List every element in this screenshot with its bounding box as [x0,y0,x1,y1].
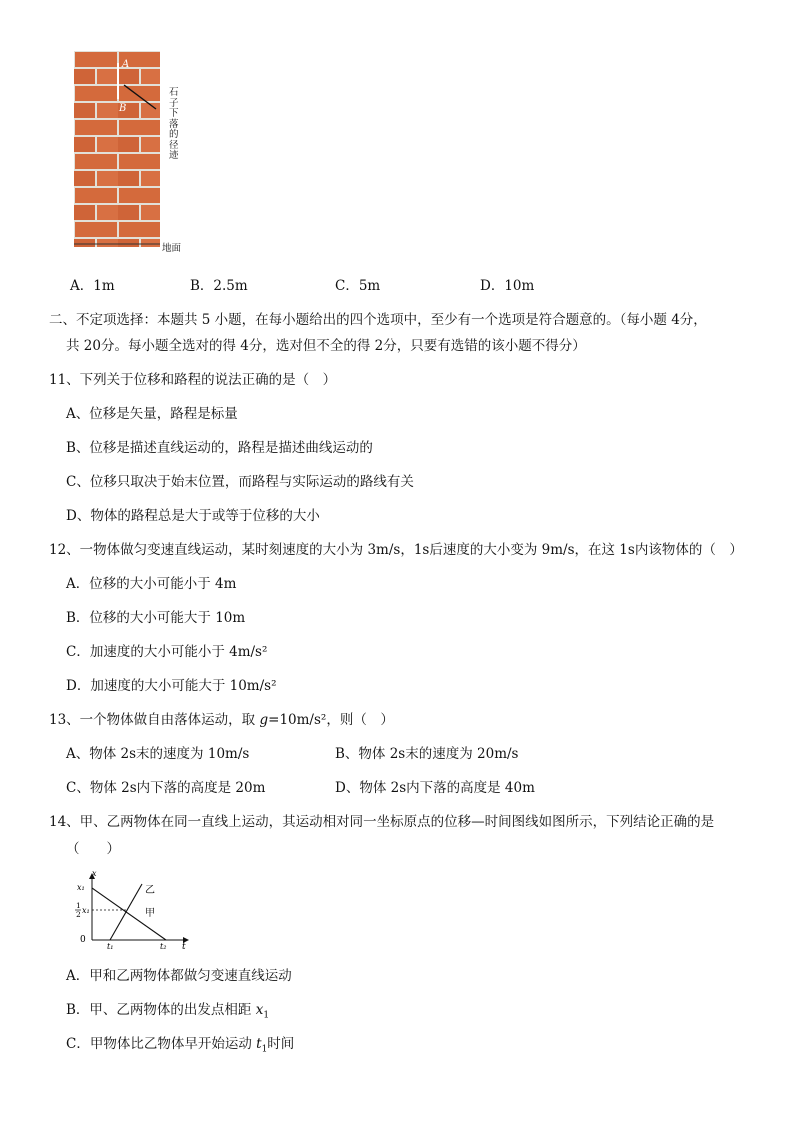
q13-stem-g: g [259,712,269,728]
q14-option-b-text: B．甲、乙两物体的出发点相距 [66,1002,256,1018]
q12-option-d[interactable]: D．加速度的大小可能大于 10m/s² [66,678,277,694]
q12-stem: 12、一物体做匀变速直线运动，某时刻速度的大小为 3m/s，1s后速度的大小变为 9m/s，在这 1s内该物体的（ ） [49,542,743,558]
q10-option-a[interactable]: A．1m [70,278,115,294]
tick-x1: x₁ [77,883,85,892]
tick-t2: t₂ [160,942,167,951]
q14-xt-graph [70,868,200,952]
q14-option-c-post: 时间 [267,1036,295,1052]
q11-option-c[interactable]: C、位移只取决于始末位置，而路程与实际运动的路线有关 [66,474,414,490]
q11-option-b[interactable]: B、位移是描述直线运动的，路程是描述曲线运动的 [66,440,373,456]
origin-label: 0 [80,935,86,945]
q14-stem-line1: 14、甲、乙两物体在同一直线上运动，其运动相对同一坐标原点的位移—时间图线如图所示，下列结论正确的是 [49,814,715,830]
y-axis-label: x [92,869,97,878]
q14-option-c-text: C．甲物体比乙物体早开始运动 [66,1036,257,1052]
q14-option-c-sub: 1 [261,1044,268,1055]
q13-option-a[interactable]: A、物体 2s末的速度为 10m/s [66,746,250,762]
q13-stem [49,708,394,728]
mark-a: A [122,59,130,70]
brick-wall-illustration [74,51,160,247]
label-yi: 乙 [145,885,155,896]
xt-graph-svg [70,868,200,952]
q11-option-a[interactable]: A、位移是矢量，路程是标量 [66,406,238,422]
tick-half-den: 2 [76,910,81,919]
q12-option-b[interactable]: B．位移的大小可能大于 10m [66,610,246,626]
t-axis-label: t [182,942,186,952]
q10-option-c[interactable]: C．5m [335,278,381,294]
q14-option-b[interactable] [66,998,269,1021]
q11-stem: 11、下列关于位移和路程的说法正确的是（ ） [49,372,337,388]
brick-wall-photo [74,51,160,247]
trajectory-label: 石子下落的径迹 [169,87,179,161]
q14-option-b-var: x [255,1002,264,1018]
q12-option-c[interactable]: C．加速度的大小可能小于 4m/s² [66,644,268,660]
q13-stem-post: =10m/s²，则（ ） [268,712,394,728]
tick-half-x1: x₁ [82,906,90,915]
q13-option-b[interactable]: B、物体 2s末的速度为 20m/s [335,746,519,762]
q14-option-c[interactable] [66,1032,294,1055]
q13-stem-pre: 13、一个物体做自由落体运动，取 [49,712,260,728]
q13-option-d[interactable]: D、物体 2s内下落的高度是 40m [335,780,535,796]
q14-option-a[interactable]: A．甲和乙两物体都做匀变速直线运动 [66,968,292,984]
label-jia: 甲 [145,908,155,919]
mark-b: B [119,103,127,114]
q13-option-c[interactable]: C、物体 2s内下落的高度是 20m [66,780,266,796]
tick-t1: t₁ [107,942,114,951]
q14-option-b-sub: 1 [263,1010,270,1021]
q11-option-d[interactable]: D、物体的路程总是大于或等于位移的大小 [66,508,320,524]
q12-option-a[interactable]: A．位移的大小可能小于 4m [66,576,237,592]
section2-line2: 共 20分。每小题全选对的得 4分，选对但不全的得 2分，只要有选错的该小题不得分） [66,338,586,354]
q14-option-c-var: t [256,1036,262,1052]
tick-half-num: 1 [76,901,81,910]
q10-option-d[interactable]: D．10m [480,278,535,294]
line-yi [110,884,142,940]
q10-option-b[interactable]: B．2.5m [190,278,248,294]
q14-stem-line2: （ ） [66,841,120,857]
ground-label: 地面 [162,243,182,254]
section2-line1: 二、不定项选择：本题共 5 小题，在每小题给出的四个选项中，至少有一个选项是符合题意的。（每小题 4分， [49,312,707,328]
